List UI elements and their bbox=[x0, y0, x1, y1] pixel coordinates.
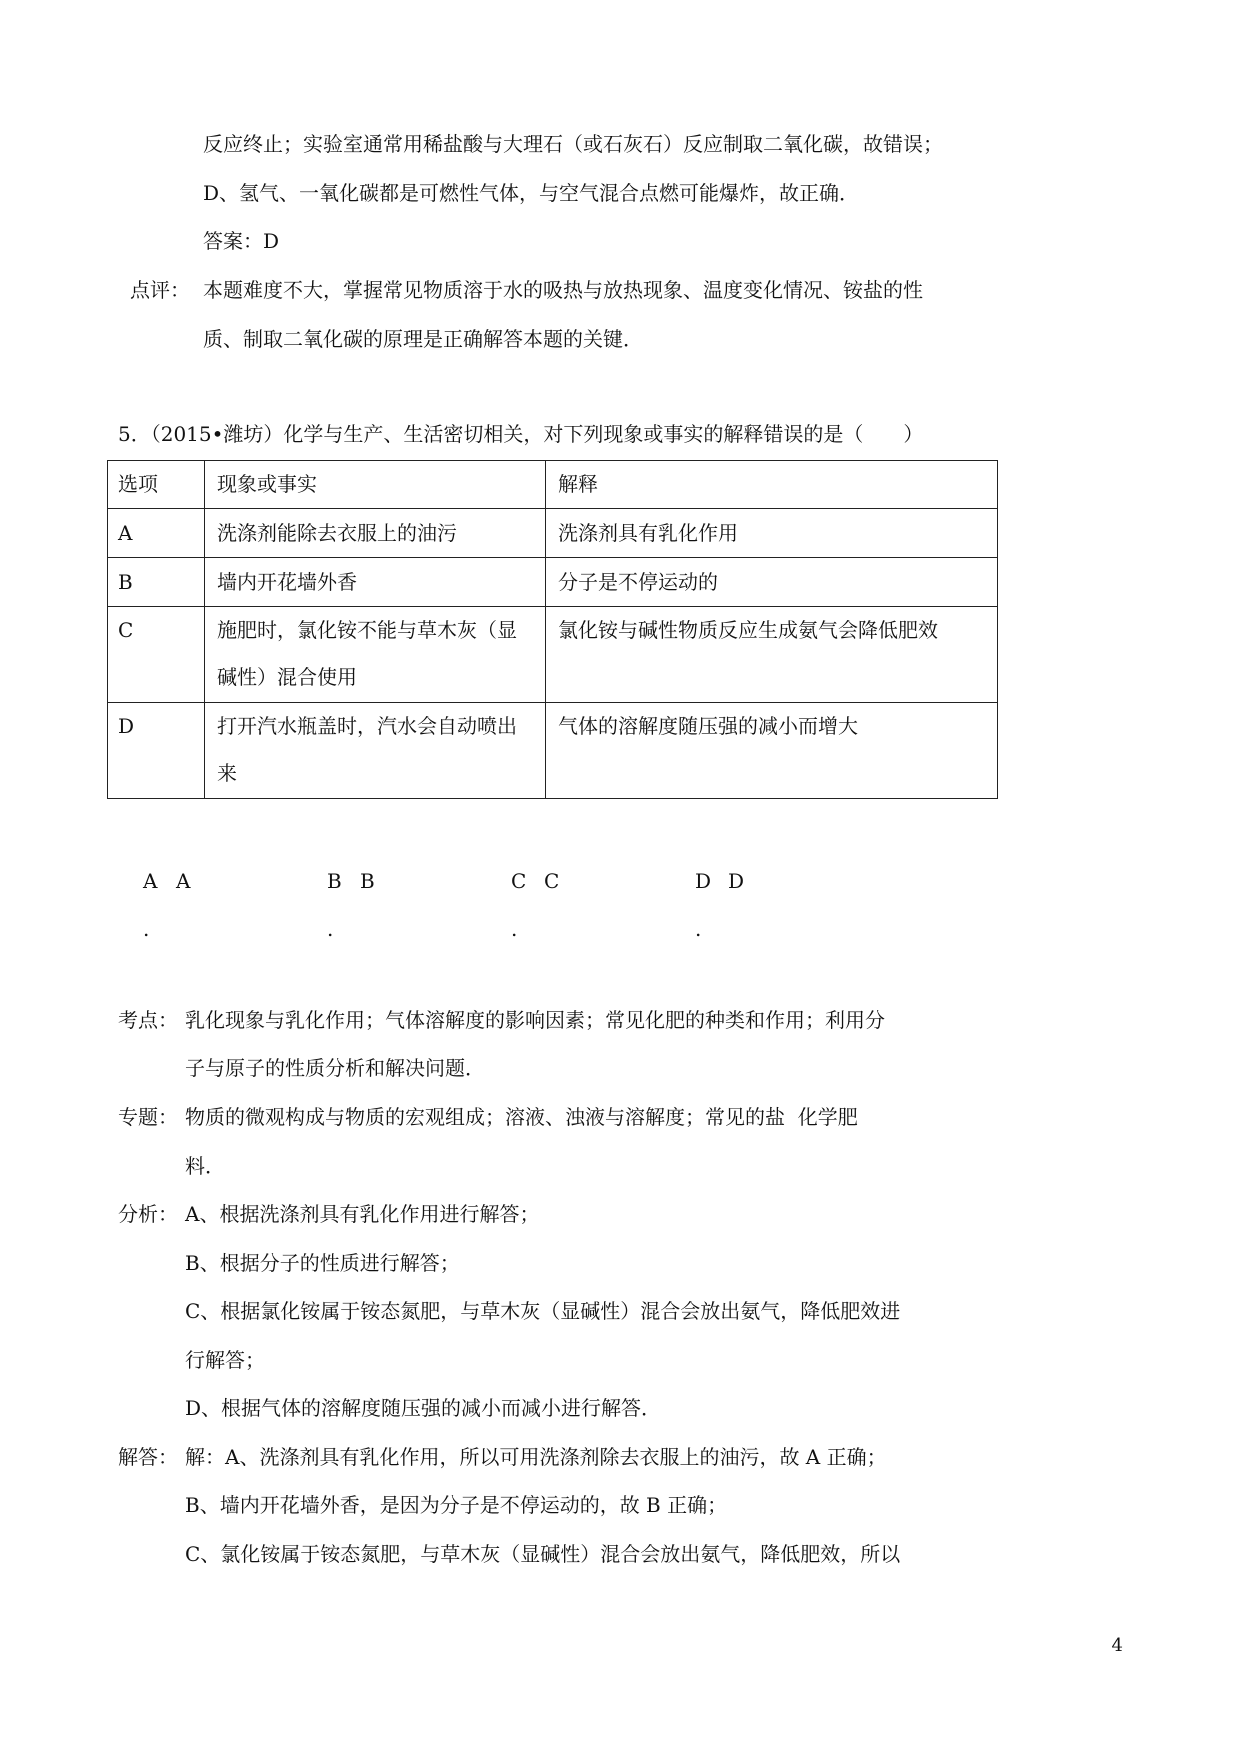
table-cell-explanation: 氯化铵与碱性物质反应生成氨气会降低肥效 bbox=[546, 607, 998, 703]
option-text: B bbox=[360, 869, 375, 893]
table-cell-option: D bbox=[108, 703, 205, 799]
question-table bbox=[107, 460, 998, 799]
option-dot: . bbox=[511, 917, 518, 941]
fact-line: 来 bbox=[217, 761, 237, 785]
option-letter: A bbox=[143, 869, 158, 893]
option-dot: . bbox=[327, 917, 334, 941]
fenxi-line: A、根据洗涤剂具有乳化作用进行解答； bbox=[185, 1202, 540, 1226]
question-stem: 5．（2015•潍坊）化学与生产、生活密切相关，对下列现象或事实的解释错误的是（ ） bbox=[118, 422, 924, 446]
page-number: 4 bbox=[1111, 1635, 1123, 1656]
table-cell-explanation: 洗涤剂具有乳化作用 bbox=[546, 509, 998, 558]
table-row bbox=[108, 703, 998, 799]
table-header-cell: 解释 bbox=[546, 461, 998, 509]
answer-line: 答案：D bbox=[203, 229, 280, 253]
kaodian-line: 乳化现象与乳化作用；气体溶解度的影响因素；常见化肥的种类和作用；利用分 bbox=[185, 1008, 885, 1032]
kaodian-label: 考点： bbox=[118, 1008, 178, 1032]
table-row bbox=[108, 558, 998, 607]
option-letter: D bbox=[695, 869, 712, 893]
jieda-line: B、墙内开花墙外香，是因为分子是不停运动的，故 B 正确； bbox=[185, 1493, 728, 1517]
fenxi-line: D、根据气体的溶解度随压强的减小而减小进行解答． bbox=[185, 1396, 662, 1420]
fact-line: 施肥时，氯化铵不能与草木灰（显 bbox=[217, 618, 517, 642]
table-cell-explanation: 分子是不停运动的 bbox=[546, 558, 998, 607]
table-cell-fact bbox=[205, 703, 546, 799]
zhuanti-line: 物质的微观构成与物质的宏观组成；溶液、浊液与溶解度；常见的盐 化学肥 bbox=[185, 1105, 858, 1129]
table-cell-option: A bbox=[108, 509, 205, 558]
fenxi-label: 分析： bbox=[118, 1202, 178, 1226]
fenxi-line: C、根据氯化铵属于铵态氮肥，与草木灰（显碱性）混合会放出氨气，降低肥效进 bbox=[185, 1299, 901, 1323]
table-cell-fact: 洗涤剂能除去衣服上的油污 bbox=[205, 509, 546, 558]
option-text: D bbox=[728, 869, 745, 893]
option-text: C bbox=[544, 869, 560, 893]
zhuanti-line: 料． bbox=[185, 1154, 225, 1178]
fenxi-line: 行解答； bbox=[185, 1348, 265, 1372]
option-text: A bbox=[176, 869, 191, 893]
jieda-line: 解：A、洗涤剂具有乳化作用，所以可用洗涤剂除去衣服上的油污，故 A 正确； bbox=[185, 1445, 887, 1469]
comment-line: 本题难度不大，掌握常见物质溶于水的吸热与放热现象、温度变化情况、铵盐的性 bbox=[203, 278, 923, 302]
table-row bbox=[108, 607, 998, 703]
zhuanti-label: 专题： bbox=[118, 1105, 178, 1129]
option-letter: B bbox=[327, 869, 342, 893]
text-line: 反应终止；实验室通常用稀盐酸与大理石（或石灰石）反应制取二氧化碳，故错误； bbox=[203, 132, 943, 156]
comment-label: 点评： bbox=[130, 278, 190, 302]
fact-line: 打开汽水瓶盖时，汽水会自动喷出 bbox=[217, 714, 517, 738]
table-header-cell: 现象或事实 bbox=[205, 461, 546, 509]
fact-line: 碱性）混合使用 bbox=[217, 665, 357, 689]
option-dot: . bbox=[143, 917, 150, 941]
jieda-label: 解答： bbox=[118, 1445, 178, 1469]
text-line: D、氢气、一氧化碳都是可燃性气体，与空气混合点燃可能爆炸，故正确． bbox=[203, 181, 860, 205]
table-row bbox=[108, 509, 998, 558]
option-letter: C bbox=[511, 869, 527, 893]
jieda-line: C、氯化铵属于铵态氮肥，与草木灰（显碱性）混合会放出氨气，降低肥效，所以 bbox=[185, 1542, 901, 1566]
table-cell-fact bbox=[205, 607, 546, 703]
table-cell-fact: 墙内开花墙外香 bbox=[205, 558, 546, 607]
table-cell-explanation: 气体的溶解度随压强的减小而增大 bbox=[546, 703, 998, 799]
table-header-cell: 选项 bbox=[108, 461, 205, 509]
option-dot: . bbox=[695, 917, 702, 941]
fenxi-line: B、根据分子的性质进行解答； bbox=[185, 1251, 460, 1275]
table-cell-option: C bbox=[108, 607, 205, 703]
kaodian-line: 子与原子的性质分析和解决问题． bbox=[185, 1056, 485, 1080]
table-header-row bbox=[108, 461, 998, 509]
table-cell-option: B bbox=[108, 558, 205, 607]
comment-line: 质、制取二氧化碳的原理是正确解答本题的关键． bbox=[203, 327, 643, 351]
